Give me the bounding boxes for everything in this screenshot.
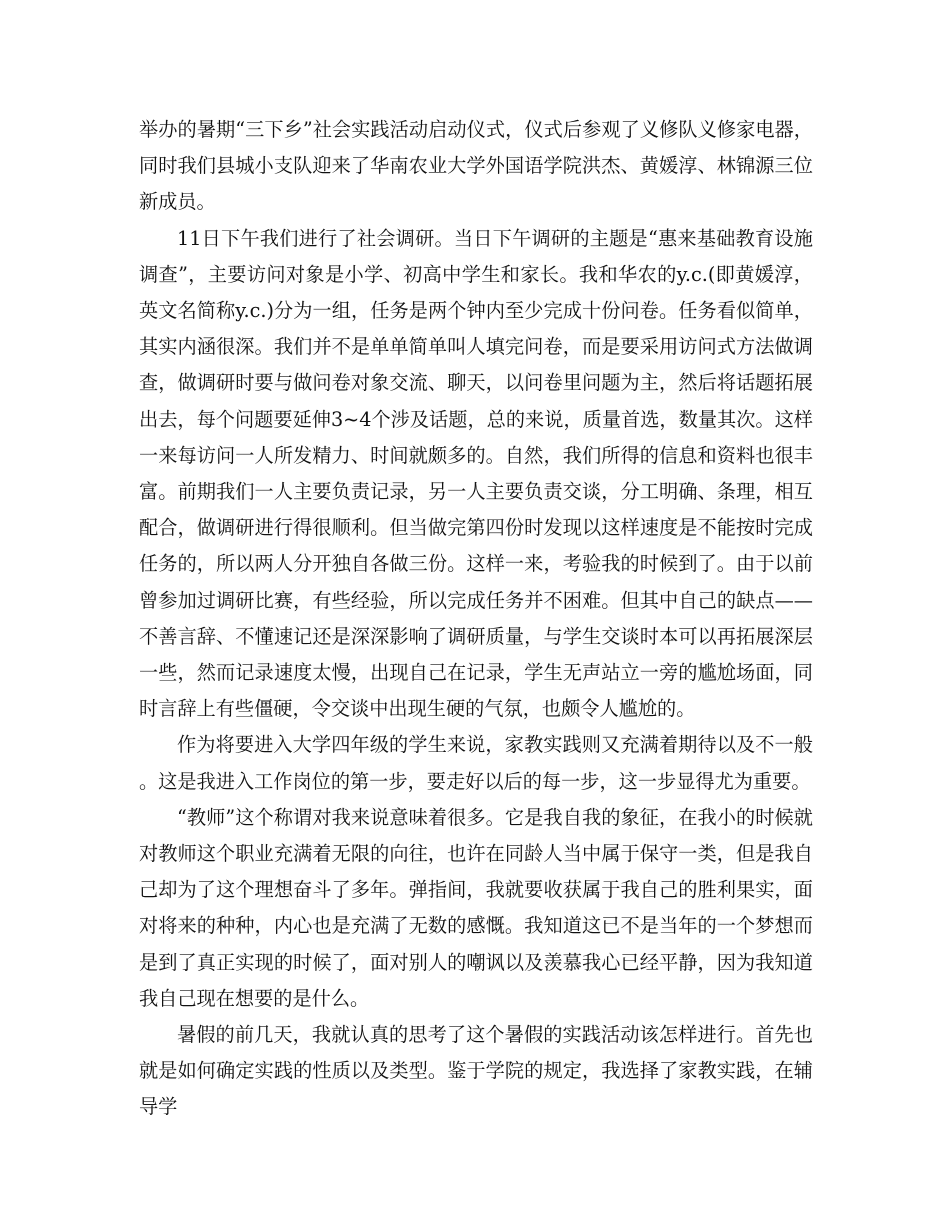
- paragraph-5: 暑假的前几天，我就认真的思考了这个暑假的实践活动该怎样进行。首先也就是如何确定实践的性质以及类型。鉴于学院的规定，我选择了家教实践，在辅导学: [139, 1023, 813, 1119]
- paragraph-4: “教师”这个称谓对我来说意味着很多。它是我自我的象征，在我小的时候就对教师这个职业充满着无限的向往，也许在同龄人当中属于保守一类，但是我自己却为了这个理想奋斗了多年。弹指间，我就要收获属于我自己的胜利果实，面对将来的种种，内心也是充满了无数的感慨。我知道这已不是当年的一个梦想而是到了真正实现的时候了，面对别人的嘲讽以及羡慕我心已经平静，因为我知道我自己现在想要的是什么。: [139, 805, 813, 1010]
- document-page: [139, 112, 813, 1126]
- paragraph-3: 作为将要进入大学四年级的学生来说，家教实践则又充满着期待以及不一般。这是我进入工作岗位的第一步，要走好以后的每一步，这一步显得尤为重要。: [139, 733, 813, 793]
- paragraph-2: 11日下午我们进行了社会调研。当日下午调研的主题是“惠来基础教育设施调查”，主要访问对象是小学、初高中学生和家长。我和华农的y.c.(即黄媛淳，英文名简称y.c.)分为一组，任务是两个钟内至少完成十份问卷。任务看似简单，其实内涵很深。我们并不是单单简单叫人填完问卷，而是要采用访问式方法做调查，做调研时要与做问卷对象交流、聊天，以问卷里问题为主，然后将话题拓展出去，每个问题要延伸3~4个涉及话题，总的来说，质量首选，数量其次。这样一来每访问一人所发精力、时间就颇多的。自然，我们所得的信息和资料也很丰富。前期我们一人主要负责记录，另一人主要负责交谈，分工明确、条理，相互配合，做调研进行得很顺利。但当做完第四份时发现以这样速度是不能按时完成任务的，所以两人分开独自各做三份。这样一来，考验我的时候到了。由于以前曾参加过调研比赛，有些经验，所以完成任务并不困难。但其中自己的缺点——不善言辞、不懂速记还是深深影响了调研质量，与学生交谈时本可以再拓展深层一些，然而记录速度太慢，出现自己在记录，学生无声站立一旁的尴尬场面，同时言辞上有些僵硬，令交谈中出现生硬的气氛，也颇令人尴尬的。: [139, 226, 813, 721]
- paragraph-1: 举办的暑期“三下乡”社会实践活动启动仪式，仪式后参观了义修队义修家电器，同时我们县城小支队迎来了华南农业大学外国语学院洪杰、黄媛淳、林锦源三位新成员。: [139, 118, 813, 214]
